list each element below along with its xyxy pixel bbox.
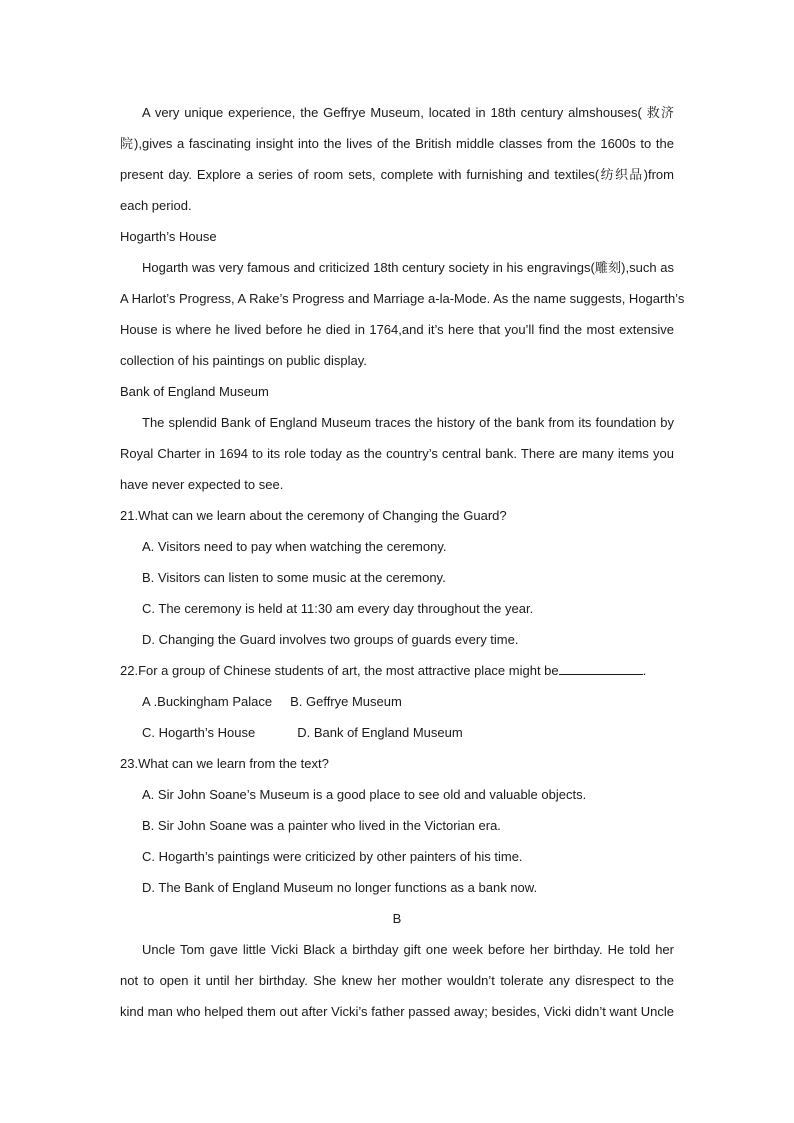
answer-option: B. Visitors can listen to some music at the ceremony. (142, 570, 446, 585)
passage-a-intro (120, 97, 674, 221)
answer-option: D. Changing the Guard involves two groups of guards every time. (142, 632, 519, 647)
answer-option: D. The Bank of England Museum no longer functions as a bank now. (142, 880, 538, 895)
question-22 (120, 655, 674, 748)
paragraph-line: present day. Explore a series of room sets, complete with furnishing and textiles(纺织品)from (120, 167, 674, 182)
question-stem: 23.What can we learn from the text? (120, 756, 329, 771)
document-page (120, 97, 685, 1027)
question-stem: 21.What can we learn about the ceremony of Changing the Guard? (120, 508, 507, 523)
answer-option: D. Bank of England Museum (297, 725, 463, 740)
answer-option: C. The ceremony is held at 11:30 am every day throughout the year. (142, 601, 534, 616)
answer-option: A. Visitors need to pay when watching the ceremony. (142, 539, 447, 554)
paragraph-line: House is where he lived before he died in 1764,and it’s here that you’ll find the most extensive (120, 322, 674, 337)
paragraph-line: collection of his paintings on public display. (120, 353, 367, 368)
question-23 (120, 748, 674, 903)
hogarth-paragraph (120, 252, 685, 376)
answer-option: B. Sir John Soane was a painter who lived in the Victorian era. (142, 818, 501, 833)
paragraph-line: Royal Charter in 1694 to its role today as the country’s central bank. There are many items you (120, 446, 674, 461)
answer-option-row (120, 717, 674, 748)
answer-blank (559, 660, 643, 675)
answer-option-row (120, 686, 674, 717)
passage-b (120, 934, 674, 1027)
answer-option: C. Hogarth’s House (142, 725, 256, 740)
question-stem (120, 655, 674, 686)
paragraph-line: Uncle Tom gave little Vicki Black a birthday gift one week before her birthday. He told her (142, 942, 674, 957)
section-heading-bank: Bank of England Museum (120, 384, 269, 399)
paragraph-line: 院),gives a fascinating insight into the lives of the British middle classes from the 1600s to the (120, 136, 674, 151)
answer-option: A. Sir John Soane’s Museum is a good place to see old and valuable objects. (142, 787, 587, 802)
section-heading-hogarth: Hogarth’s House (120, 229, 217, 244)
answer-option: B. Geffrye Museum (290, 694, 402, 709)
paragraph-line: each period. (120, 198, 192, 213)
bank-paragraph (120, 407, 674, 500)
paragraph-line: A very unique experience, the Geffrye Museum, located in 18th century almshouses( 救济 (142, 105, 674, 120)
answer-option: C. Hogarth’s paintings were criticized by other painters of his time. (142, 849, 523, 864)
paragraph-line: kind man who helped them out after Vicki’s father passed away; besides, Vicki didn’t want Uncle (120, 1004, 674, 1019)
paragraph-line: not to open it until her birthday. She knew her mother wouldn’t tolerate any disrespect to the (120, 973, 674, 988)
paragraph-line: Hogarth was very famous and criticized 18th century society in his engravings(雕刻),such as (142, 260, 674, 275)
paragraph-line: The splendid Bank of England Museum traces the history of the bank from its foundation by (142, 415, 674, 430)
answer-option: A .Buckingham Palace (142, 694, 273, 709)
question-stem-text: 22.For a group of Chinese students of art, the most attractive place might be (120, 663, 559, 678)
question-21 (120, 500, 674, 655)
question-stem-end: . (642, 663, 647, 678)
section-label-b: B (392, 911, 402, 926)
paragraph-line: A Harlot’s Progress, A Rake’s Progress and Marriage a-la-Mode. As the name suggests, Hogarth’s (120, 291, 685, 306)
paragraph-line: have never expected to see. (120, 477, 284, 492)
